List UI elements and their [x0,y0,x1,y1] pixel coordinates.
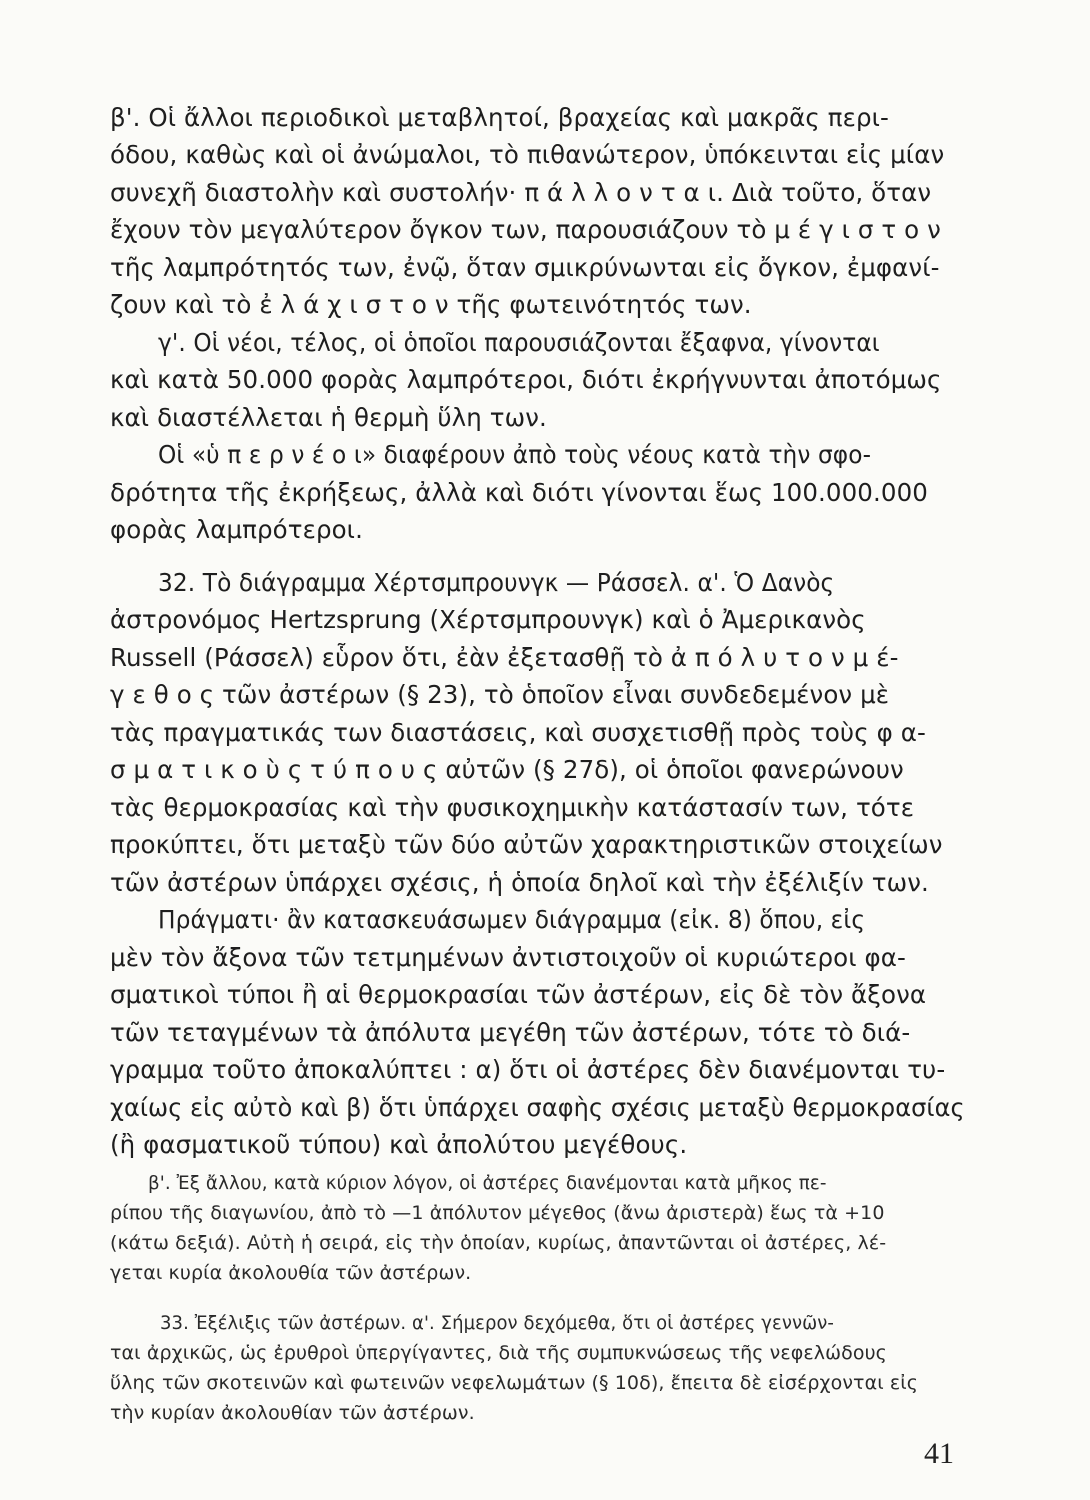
text-line: φορὰς λαμπρότεροι. [110,515,363,544]
text-line: γ'. Οἱ νέοι, τέλος, οἱ ὁποῖοι παρουσιάζονται ἔξαφνα, γίνονται [158,328,880,357]
text-line: χαίως εἰς αὐτὸ καὶ β) ὅτι ὑπάρχει σαφὴς σχέσις μεταξὺ θερμοκρασίας [110,1093,965,1122]
text-line: όδου, καθὼς καὶ οἱ ἀνώμαλοι, τὸ πιθανώτερον, ὑπόκεινται εἰς μίαν [110,140,945,169]
text-line: γραμμα τοῦτο ἀποκαλύπτει : α) ὅτι οἱ ἀστέρες δὲν διανέμονται τυ- [110,1055,946,1084]
small-text-line: γεται κυρία ἀκολουθία τῶν ἀστέρων. [110,1262,472,1284]
text-line: ἀστρονόμος Hertzsprung (Χέρτσμπρουνγκ) καὶ ὁ Ἀμερικανὸς [110,605,866,634]
small-text-line: ρίπου τῆς διαγωνίου, ἀπὸ τὸ —1 ἀπόλυτον μέγεθος (ἄνω ἀριστερὰ) ἕως τὰ +10 [110,1202,885,1224]
text-line: Πράγματι· ἂν κατασκευάσωμεν διάγραμμα (εἰκ. 8) ὅπου, εἰς [158,905,866,934]
text-line: ζουν καὶ τὸ ἐ λ ά χ ι σ τ ο ν τῆς φωτεινότητός των. [110,290,752,319]
text-line: τὰς θερμοκρασίας καὶ τὴν φυσικοχημικὴν κατάστασίν των, τότε [110,793,915,822]
text-line: τῶν ἀστέρων ὑπάρχει σχέσις, ἡ ὁποία δηλοῖ καὶ τὴν ἐξέλιξίν των. [110,868,929,897]
text-line: τῶν τεταγμένων τὰ ἀπόλυτα μεγέθη τῶν ἀστέρων, τότε τὸ διά- [110,1018,911,1047]
text-line: ἔχουν τὸν μεγαλύτερον ὄγκον των, παρουσιάζουν τὸ μ έ γ ι σ τ ο ν [110,215,941,244]
text-line: δρότητα τῆς ἐκρήξεως, ἀλλὰ καὶ διότι γίνονται ἕως 100.000.000 [110,478,928,507]
section-heading: 32. Τὸ διάγραμμα Χέρτσμπρουνγκ — Ράσσελ. α'. Ὁ Δανὸς [158,568,835,597]
text-line: Russell (Ράσσελ) εὗρον ὅτι, ἐὰν ἐξετασθῇ τὸ ἀ π ό λ υ τ ο ν μ έ- [110,643,899,672]
text-line: μὲν τὸν ἄξονα τῶν τετμημένων ἀντιστοιχοῦν οἱ κυριώτεροι φα- [110,943,906,972]
text-line: γ ε θ ο ς τῶν ἀστέρων (§ 23), τὸ ὁποῖον εἶναι συνδεδεμένον μὲ [110,680,890,709]
page-number: 41 [924,1437,954,1470]
small-text-line: τὴν κυρίαν ἀκολουθίαν τῶν ἀστέρων. [110,1402,475,1424]
text-line: σ μ α τ ι κ ο ὺ ς τ ύ π ο υ ς αὐτῶν (§ 27δ), οἱ ὁποῖοι φανερώνουν [110,755,904,784]
text-line: Οἱ «ὑ π ε ρ ν έ ο ι» διαφέρουν ἀπὸ τοὺς νέους κατὰ τὴν σφο- [158,440,872,469]
text-line: προκύπτει, ὅτι μεταξὺ τῶν δύο αὐτῶν χαρακτηριστικῶν στοιχείων [110,830,943,859]
section-heading: 33. Ἐξέλιξις τῶν ἀστέρων. α'. Σήμερον δεχόμεθα, ὅτι οἱ ἀστέρες γεννῶν- [160,1312,835,1334]
text-line: (ἢ φασματικοῦ τύπου) καὶ ἀπολύτου μεγέθους. [110,1130,688,1159]
text-line: συνεχῆ διαστολὴν καὶ συστολήν· π ά λ λ ο ν τ α ι. Διὰ τοῦτο, ὅταν [110,178,932,207]
text-line: καὶ κατὰ 50.000 φορὰς λαμπρότεροι, διότι ἐκρήγνυνται ἀποτόμως [110,365,942,394]
text-line: β'. Οἱ ἄλλοι περιοδικοὶ μεταβλητοί, βραχείας καὶ μακρᾶς περι- [110,103,889,132]
text-line: τῆς λαμπρότητός των, ἐνῷ, ὅταν σμικρύνωνται εἰς ὄγκον, ἐμφανί- [110,253,940,282]
small-text-line: ται ἀρχικῶς, ὡς ἐρυθροὶ ὑπεργίγαντες, διὰ τῆς συμπυκνώσεως τῆς νεφελώδους [110,1342,887,1364]
small-text-line: β'. Ἐξ ἄλλου, κατὰ κύριον λόγον, οἱ ἀστέρες διανέμονται κατὰ μῆκος πε- [148,1172,827,1194]
small-text-line: ὕλης τῶν σκοτεινῶν καὶ φωτεινῶν νεφελωμάτων (§ 10δ), ἔπειτα δὲ εἰσέρχονται εἰς [110,1372,919,1394]
text-line: καὶ διαστέλλεται ἡ θερμὴ ὕλη των. [110,403,547,432]
text-line: τὰς πραγματικάς των διαστάσεις, καὶ συσχετισθῇ πρὸς τοὺς φ α- [110,718,926,747]
text-line: σματικοὶ τύποι ἢ αἱ θερμοκρασίαι τῶν ἀστέρων, εἰς δὲ τὸν ἄξονα [110,980,927,1009]
small-text-line: (κάτω δεξιά). Αὐτὴ ἡ σειρά, εἰς τὴν ὁποίαν, κυρίως, ἀπαντῶνται οἱ ἀστέρες, λέ- [110,1232,887,1254]
